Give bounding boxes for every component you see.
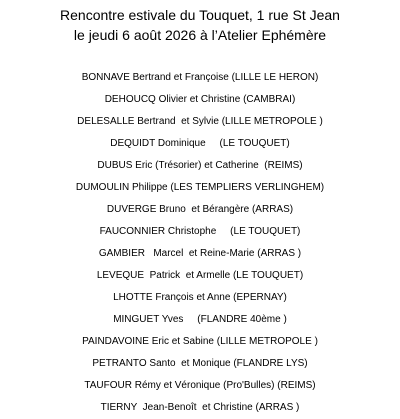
participant-item: LEVEQUE Patrick et Armelle (LE TOUQUET) xyxy=(96,270,304,281)
participant-item: DEHOUCQ Olivier et Christine (CAMBRAI) xyxy=(104,94,296,105)
participant-item: TAUFOUR Rémy et Véronique (Pro'Bulles) (REIMS) xyxy=(84,380,316,391)
participant-item: PETRANTO Santo et Monique (FLANDRE LYS) xyxy=(92,358,308,369)
participant-item: FAUCONNIER Christophe (LE TOUQUET) xyxy=(99,226,301,237)
participant-item: LHOTTE François et Anne (EPERNAY) xyxy=(113,292,287,303)
participant-item: TIERNY Jean-Benoît et Christine (ARRAS ) xyxy=(100,402,300,413)
event-title: Rencontre estivale du Touquet, 1 rue St Jean xyxy=(60,7,340,23)
participant-item: DELESALLE Bertrand et Sylvie (LILLE METROPOLE ) xyxy=(77,116,323,127)
event-header xyxy=(0,5,400,45)
participant-item: DUMOULIN Philippe (LES TEMPLIERS VERLINGHEM) xyxy=(75,182,325,193)
participant-item: BONNAVE Bertrand et Françoise (LILLE LE HERON) xyxy=(81,72,319,83)
event-date-location: le jeudi 6 août 2026 à l’Atelier Ephémère xyxy=(73,27,327,43)
participant-item: GAMBIER Marcel et Reine-Marie (ARRAS ) xyxy=(98,248,302,259)
participant-item: MINGUET Yves (FLANDRE 40ème ) xyxy=(113,314,287,325)
participant-item: DEQUIDT Dominique (LE TOUQUET) xyxy=(110,138,290,149)
participant-item: PAINDAVOINE Eric et Sabine (LILLE METROPOLE ) xyxy=(82,336,318,347)
participant-item: DUVERGE Bruno et Bérangère (ARRAS) xyxy=(106,204,294,215)
participant-list xyxy=(0,67,400,419)
participant-item: DUBUS Eric (Trésorier) et Catherine (REIMS) xyxy=(97,160,303,171)
